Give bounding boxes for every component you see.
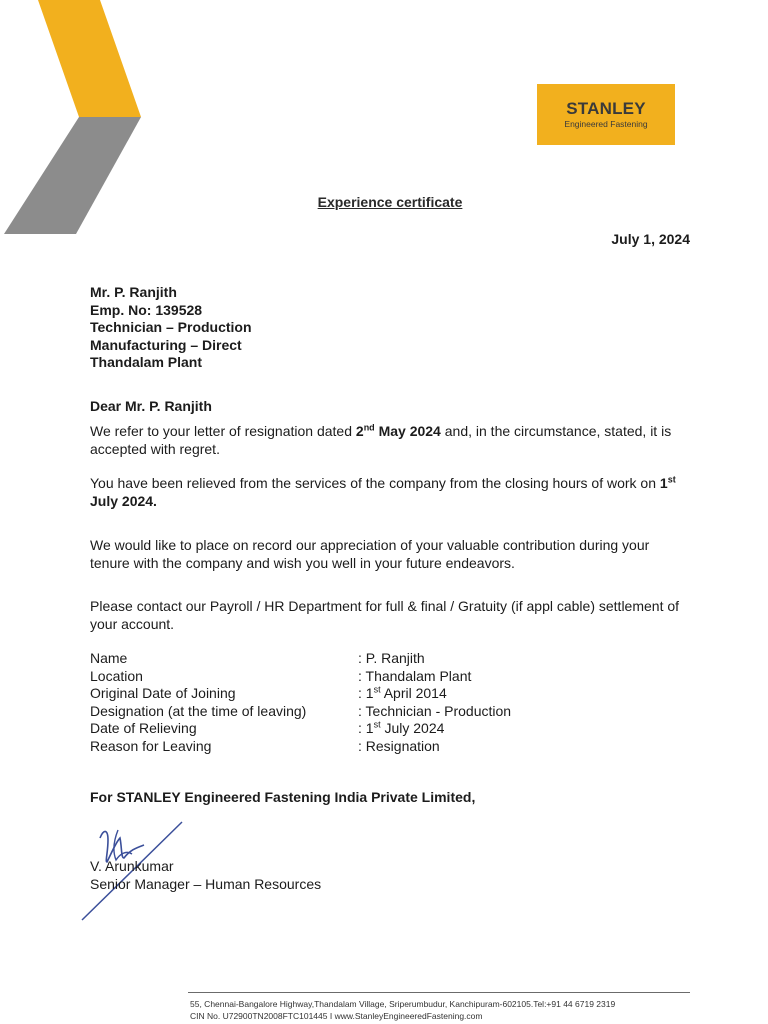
detail-value: : Resignation xyxy=(358,737,440,754)
signatory-name: V. Arunkumar xyxy=(90,858,174,874)
signatory-block xyxy=(90,858,321,893)
footer-cin-line: CIN No. U72900TN2008FTC101445 I www.StanleyEngineeredFastening.com xyxy=(190,1011,483,1021)
recipient-emp-no: Emp. No: 139528 xyxy=(90,301,203,318)
paragraph-appreciation: We would like to place on record our appreciation of your valuable contribution during your tenure with the company and wish you well in your future endeavors. xyxy=(90,537,650,571)
recipient-department: Manufacturing – Direct xyxy=(90,336,242,353)
recipient-designation: Technician – Production xyxy=(90,319,252,335)
recipient-name: Mr. P. Ranjith xyxy=(90,284,177,300)
detail-label: Name xyxy=(90,650,128,666)
paragraph-relieved: You have been relieved from the services of the company from the closing hours of work on 1st July 2024. xyxy=(90,474,676,509)
recipient-plant: Thandalam Plant xyxy=(90,354,203,370)
recipient-address xyxy=(90,284,252,372)
footer-address-line: 55, Chennai-Bangalore Highway,Thandalam Village, Sriperumbudur, Kanchipuram-602105.Tel:+91 44 6719 2319 xyxy=(190,999,616,1009)
paragraph-resignation: We refer to your letter of resignation dated 2nd May 2024 and, in the circumstance, stated, it is accepted with regret. xyxy=(90,422,672,457)
detail-label: Reason for Leaving xyxy=(90,737,212,754)
signatory-title: Senior Manager – Human Resources xyxy=(90,875,322,892)
footer-address xyxy=(190,998,615,1022)
detail-value: : P. Ranjith xyxy=(358,650,425,666)
detail-value: : Thandalam Plant xyxy=(358,667,472,684)
detail-label: Designation (at the time of leaving) xyxy=(90,702,307,719)
detail-label: Location xyxy=(90,667,143,684)
detail-value: : 1st April 2014 xyxy=(358,684,447,701)
paragraph-settlement: Please contact our Payroll / HR Department for full & final / Gratuity (if appl cable) settlement of your account. xyxy=(90,598,680,632)
stanley-logo xyxy=(537,84,675,145)
detail-label: Date of Relieving xyxy=(90,720,197,736)
logo-tagline: Engineered Fastening xyxy=(564,119,648,129)
detail-label: Original Date of Joining xyxy=(90,685,236,701)
detail-value: : 1st July 2024 xyxy=(358,719,445,736)
document-title: Experience certificate xyxy=(317,194,463,210)
logo-brand: STANLEY xyxy=(566,99,646,118)
letter-date: July 1, 2024 xyxy=(611,231,690,247)
salutation: Dear Mr. P. Ranjith xyxy=(90,398,212,414)
footer-divider xyxy=(188,992,690,993)
company-line: For STANLEY Engineered Fastening India Private Limited, xyxy=(90,789,476,805)
detail-value: : Technician - Production xyxy=(358,702,512,719)
